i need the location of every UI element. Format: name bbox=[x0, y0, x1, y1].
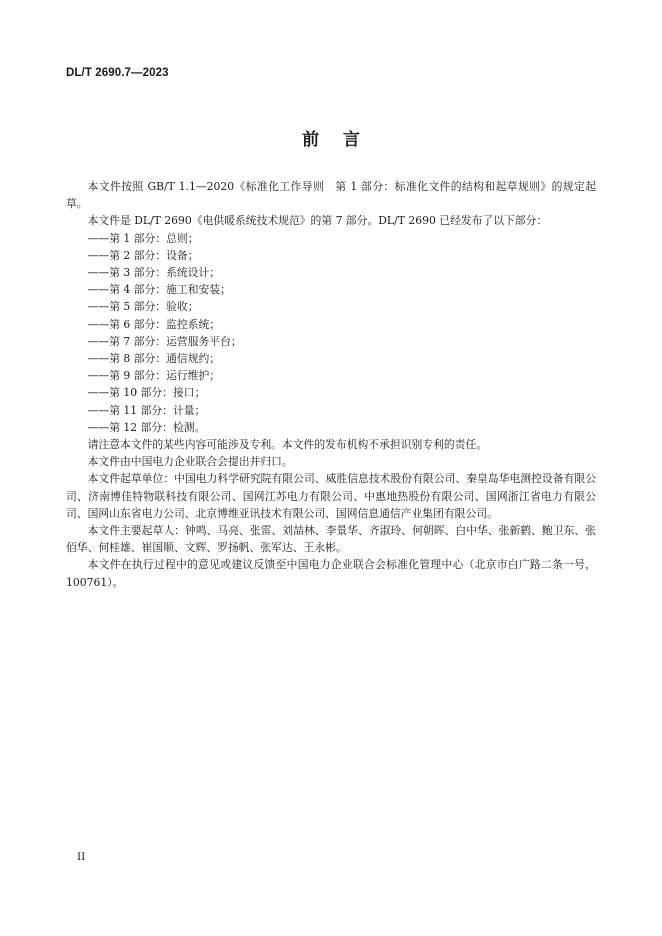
list-item: ——第 7 部分：运营服务平台； bbox=[87, 334, 242, 348]
paragraph-patent-notice: 请注意本文件的某些内容可能涉及专利。本文件的发布机构不承担识别专利的责任。 bbox=[87, 438, 488, 452]
list-item: ——第 3 部分：系统设计； bbox=[87, 266, 221, 280]
list-item: ——第 9 部分：运行维护； bbox=[87, 369, 221, 383]
paragraph-series-intro: 本文件是 DL/T 2690《电供暖系统技术规范》的第 7 部分。DL/T 2690 已经发布了以下部分： bbox=[87, 214, 548, 228]
paragraph-proposer: 本文件由中国电力企业联合会提出并归口。 bbox=[87, 455, 293, 469]
list-item: ——第 4 部分：施工和安装； bbox=[87, 283, 231, 297]
list-item: ——第 8 部分：通信规约； bbox=[87, 352, 221, 366]
page-title: 前 言 bbox=[302, 130, 360, 150]
list-item: ——第 1 部分：总则； bbox=[87, 231, 199, 245]
paragraph-drafting-units: 本文件起草单位：中国电力科学研究院有限公司、威胜信息技术股份有限公司、秦皇岛华电测控设备有限公司、济南博佳特物联科技有限公司、国网江苏电力有限公司、中惠地热股份有限公司、国网浙江省电力有限公司、国网山东省电力公司、北京博维亚讯技术有限公司、国网信息通信产业集团有限公司。 bbox=[66, 472, 596, 520]
paragraph-drafting-rules: 本文件按照 GB/T 1.1—2020《标准化工作导则 第 1 部分：标准化文件的结构和起草规则》的规定起草。 bbox=[66, 180, 596, 211]
page-number: II bbox=[77, 851, 86, 863]
list-item: ——第 6 部分：监控系统； bbox=[87, 317, 221, 331]
list-item: ——第 5 部分：验收； bbox=[87, 300, 199, 314]
list-item: ——第 12 部分：检测。 bbox=[87, 420, 206, 434]
list-item: ——第 11 部分：计量； bbox=[87, 403, 206, 417]
paragraph-drafters: 本文件主要起草人：钟鸣、马亮、张雷、刘喆林、李景华、齐淑玲、何朝晖、白中华、张新鹤、鲍卫东、张佰华、何桂雄、崔国顺、文辉、罗扬帆、张军达、王永彬。 bbox=[66, 524, 596, 555]
document-id: DL/T 2690.7—2023 bbox=[66, 67, 169, 79]
foreword-body bbox=[66, 178, 596, 591]
paragraph-feedback: 本文件在执行过程中的意见或建议反馈至中国电力企业联合会标准化管理中心（北京市白广路二条一号，100761）。 bbox=[66, 558, 596, 589]
list-item: ——第 2 部分：设备； bbox=[87, 248, 199, 262]
list-item: ——第 10 部分：接口； bbox=[87, 386, 206, 400]
